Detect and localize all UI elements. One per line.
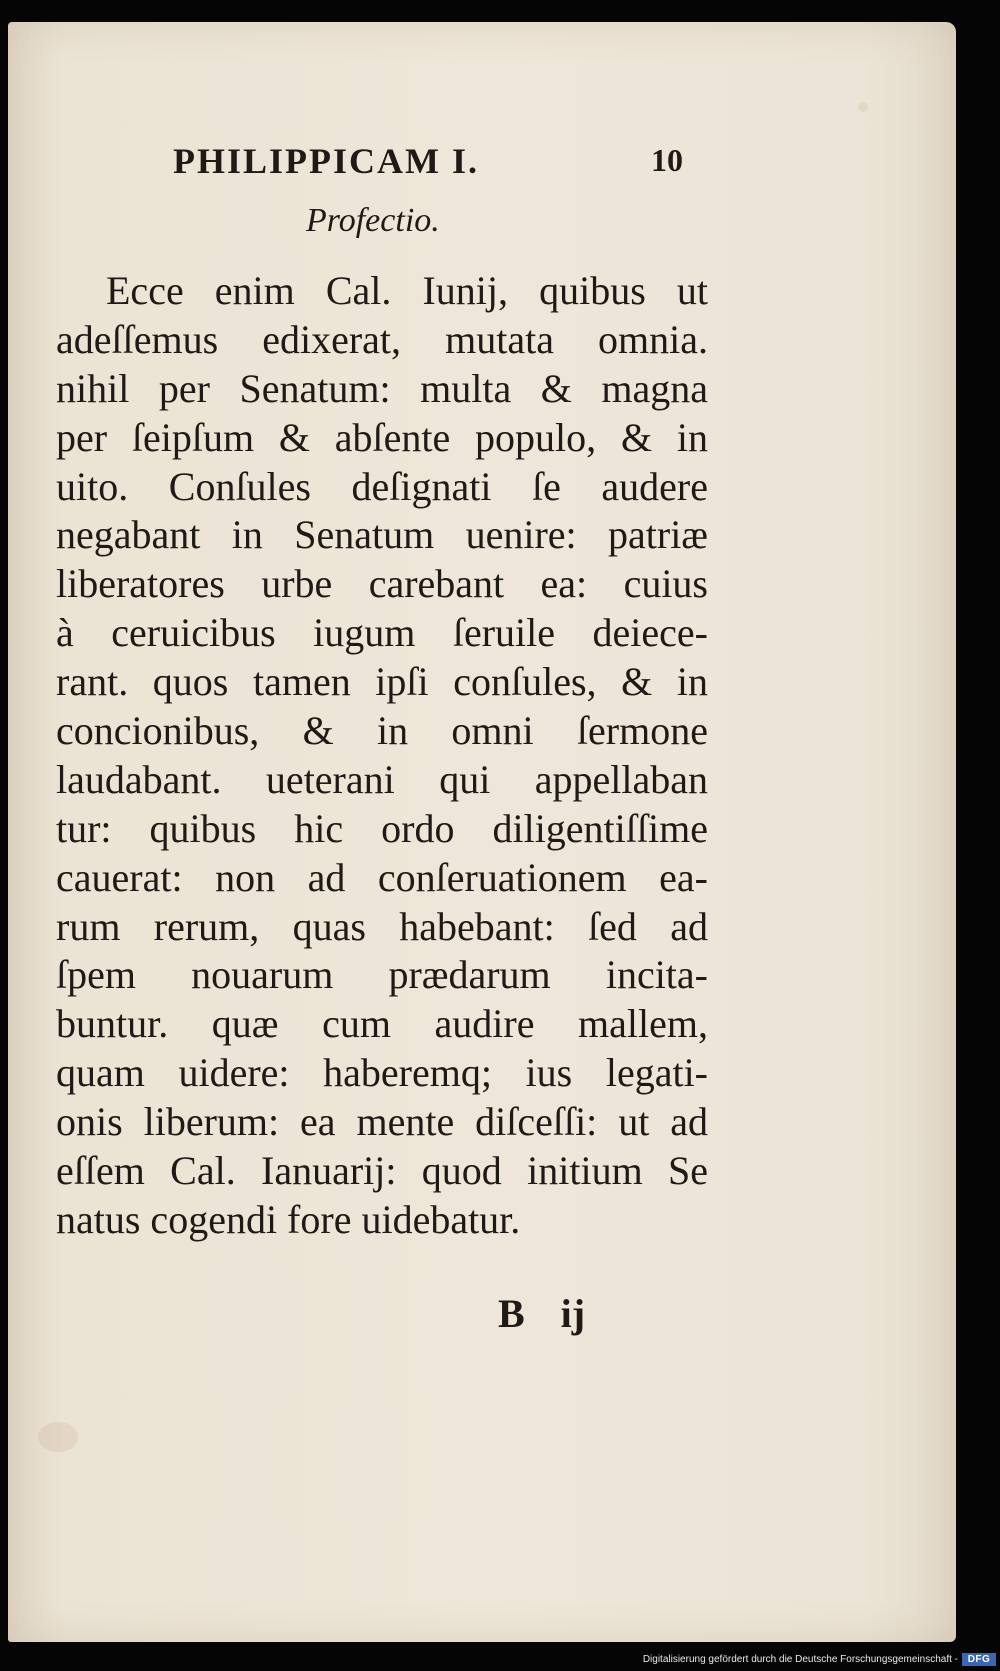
- text-line: Ecce enim Cal. Iunij, quibus ut: [106, 268, 708, 313]
- text-line: rant. quos tamen ipſi conſules, & in: [56, 659, 708, 705]
- paper-stain: [38, 1422, 78, 1452]
- text-line: à ceruicibus iugum ſeruile deiece-: [56, 610, 708, 656]
- text-line: eſſem Cal. Ianuarij: quod initium Se: [56, 1148, 708, 1194]
- text-line: onis liberum: ea mente diſceſſi: ut ad: [56, 1099, 708, 1145]
- running-title: PHILIPPICAM I.: [173, 141, 479, 181]
- book-page: [8, 22, 956, 1642]
- dfg-logo: DFG: [962, 1653, 996, 1666]
- text-line: nihil per Senatum: multa & magna: [56, 365, 708, 411]
- text-line: tur: quibus hic ordo diligentiſſime: [56, 805, 708, 851]
- section-heading: Profectio.: [306, 202, 440, 239]
- folio-number: 10: [651, 142, 683, 178]
- page-header: [163, 122, 683, 182]
- text-line: negabant in Senatum uenire: patriæ: [56, 512, 708, 558]
- paper-stain: [858, 102, 868, 112]
- text-line: natus cogendi fore uidebatur.: [56, 1196, 521, 1242]
- text-line: uito. Conſules deſignati ſe audere: [56, 463, 708, 509]
- text-line: per ſeipſum & abſente populo, & in: [56, 414, 708, 460]
- digitization-credit: Digitalisierung gefördert durch die Deutsche Forschungsgemeinschaft -: [642, 1654, 958, 1665]
- text-line: liberatores urbe carebant ea: cuius: [56, 561, 708, 607]
- text-line: concionibus, & in omni ſermone: [56, 708, 708, 754]
- text-line: cauerat: non ad conſeruationem ea-: [56, 854, 708, 900]
- text-line: ſpem nouarum prædarum incita-: [56, 952, 708, 998]
- text-line: rum rerum, quas habebant: ſed ad: [56, 903, 708, 949]
- signature-mark: B ij: [498, 1291, 586, 1336]
- text-line: adeſſemus edixerat, mutata omnia.: [56, 316, 708, 362]
- text-line: quam uidere: haberemq; ius legati-: [56, 1050, 708, 1096]
- text-line: laudabant. ueterani qui appellaban: [56, 756, 708, 802]
- text-line: buntur. quæ cum audire mallem,: [56, 1001, 708, 1047]
- body-text: [56, 267, 708, 1245]
